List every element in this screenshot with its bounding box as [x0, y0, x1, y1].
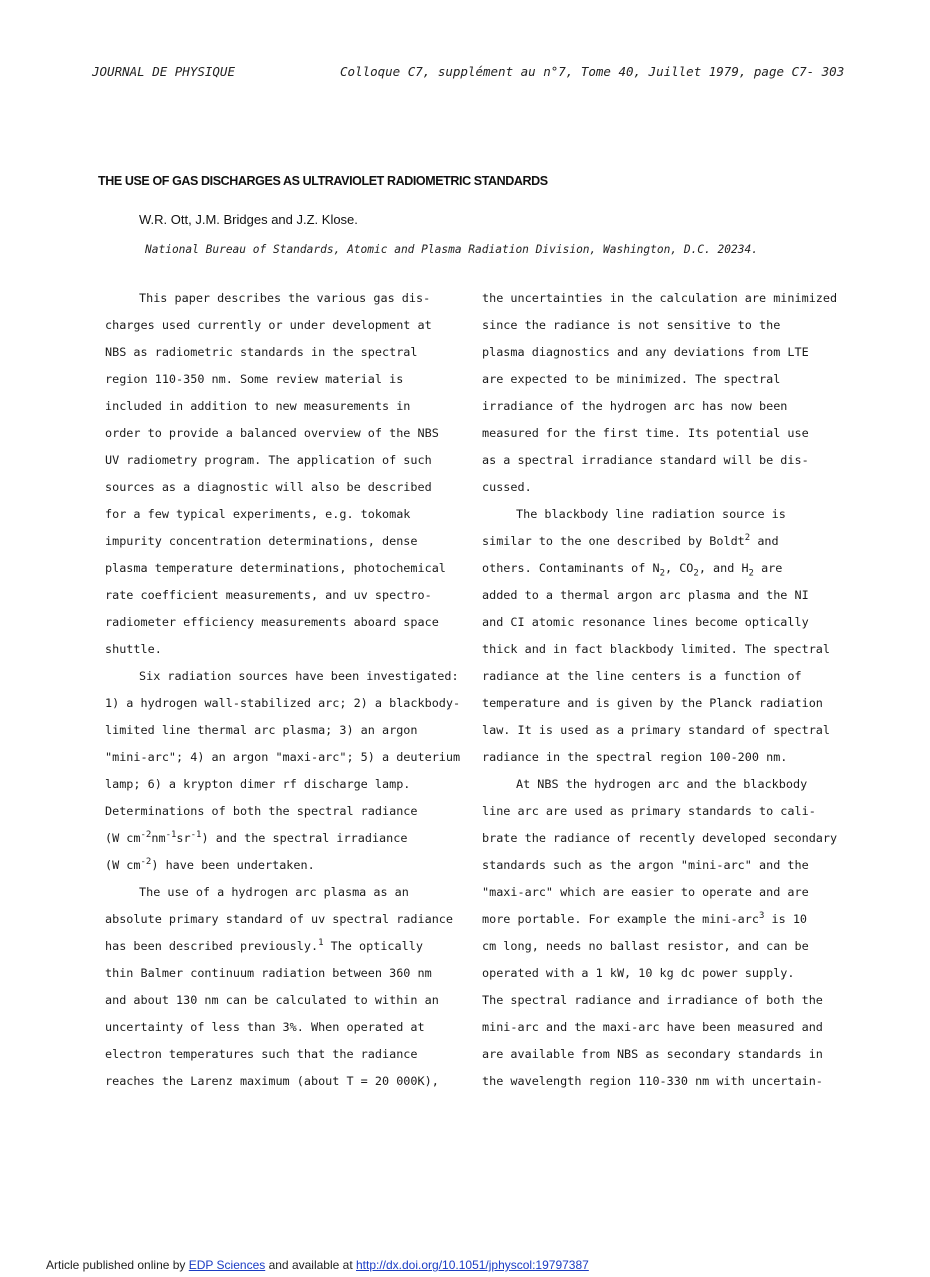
paragraph-hydrogen-arc-cont — [105, 960, 475, 1095]
text-line: impurity concentration determinations, dense — [105, 534, 418, 548]
text-line: The spectral radiance and irradiance of both the — [482, 993, 823, 1007]
paragraph-secondary-standards — [482, 771, 842, 906]
text-line: thin Balmer continuum radiation between 360 nm — [105, 966, 432, 980]
text-line: as a spectral irradiance standard will be dis- — [482, 453, 809, 467]
text-line: thick and in fact blackbody limited. The spectral — [482, 642, 831, 656]
publication-footer — [46, 1258, 589, 1272]
unit-line-irradiance: (W $cm^{-2}$) have been undertaken. — [105, 857, 315, 872]
paragraph-blackbody — [482, 582, 842, 771]
publisher-link[interactable]: EDP Sciences — [188, 1258, 266, 1272]
citation-line: Colloque C7, supplément au n°7, Tome 40, Juillet 1979, page C7- 303 — [340, 64, 845, 79]
text-line: brate the radiance of recently developed secondary — [482, 831, 838, 845]
text-line: lamp; 6) a krypton dimer rf discharge lamp. — [105, 777, 411, 791]
text-line: radiometer efficiency measurements aboard space — [105, 615, 439, 629]
text-line: radiance in the spectral region 100-200 nm. — [482, 750, 788, 764]
text-line: rate coefficient measurements, and uv spectro- — [105, 588, 432, 602]
reference-line-1: has been described previously.$^1$ The optically — [105, 938, 423, 953]
text-line: added to a thermal argon arc plasma and the NI — [482, 588, 809, 602]
text-line: are available from NBS as secondary standards in — [482, 1047, 823, 1061]
text-line: plasma diagnostics and any deviations from LTE — [482, 345, 809, 359]
text-line: This paper describes the various gas dis- — [139, 291, 431, 305]
text-line: the wavelength region 110-330 nm with uncertain- — [482, 1074, 823, 1088]
text-line: cussed. — [482, 480, 532, 494]
text-line: the uncertainties in the calculation are minimized — [482, 291, 838, 305]
footer-middle: and available at — [265, 1258, 356, 1272]
text-line: plasma temperature determinations, photochemical — [105, 561, 446, 575]
text-line: and CI atomic resonance lines become optically — [482, 615, 809, 629]
text-line: Six radiation sources have been investigated: — [139, 669, 459, 683]
text-line: are expected to be minimized. The spectral — [482, 372, 781, 386]
doi-link[interactable]: http://dx.doi.org/10.1051/jphyscol:19797387 — [355, 1258, 589, 1272]
text-line: shuttle. — [105, 642, 162, 656]
text-line: sources as a diagnostic will also be described — [105, 480, 432, 494]
text-line: law. It is used as a primary standard of spectral — [482, 723, 831, 737]
text-line: since the radiance is not sensitive to the — [482, 318, 781, 332]
text-line: UV radiometry program. The application of such — [105, 453, 432, 467]
text-line: for a few typical experiments, e.g. tokomak — [105, 507, 411, 521]
left-column — [105, 285, 475, 1095]
paragraph-uncertainties — [482, 285, 842, 501]
author-list: W.R. Ott, J.M. Bridges and J.Z. Klose. — [139, 212, 358, 227]
right-column — [482, 285, 842, 1095]
text-line: Determinations of both the spectral radiance — [105, 804, 418, 818]
text-line: charges used currently or under development at — [105, 318, 432, 332]
footer-prefix: Article published online by — [46, 1258, 189, 1272]
text-line: reaches the Larenz maximum (about T = 20 000K), — [105, 1074, 439, 1088]
text-line: absolute primary standard of uv spectral radiance — [105, 912, 454, 926]
unit-line-radiance: (W $cm^{-2}nm^{-1}sr^{-1}$) and the spectral irradiance — [105, 830, 408, 845]
text-line: uncertainty of less than 3%. When operated at — [105, 1020, 425, 1034]
text-line: and about 130 nm can be calculated to within an — [105, 993, 439, 1007]
text-line: mini-arc and the maxi-arc have been measured and — [482, 1020, 823, 1034]
text-line: irradiance of the hydrogen arc has now been — [482, 399, 788, 413]
text-line: standards such as the argon "mini-arc" and the — [482, 858, 809, 872]
paragraph-secondary-standards-cont — [482, 933, 842, 1095]
text-line: radiance at the line centers is a function of — [482, 669, 802, 683]
paper-title: THE USE OF GAS DISCHARGES AS ULTRAVIOLET RADIOMETRIC STANDARDS — [98, 174, 548, 188]
text-line: limited line thermal arc plasma; 3) an argon — [105, 723, 418, 737]
text-line: The use of a hydrogen arc plasma as an — [139, 885, 409, 899]
text-line: "maxi-arc" which are easier to operate and are — [482, 885, 809, 899]
text-line: electron temperatures such that the radiance — [105, 1047, 418, 1061]
text-line: included in addition to new measurements in — [105, 399, 411, 413]
reference-line-3: more portable. For example the mini-arc$^3$ is 10 — [482, 911, 808, 926]
paragraph-hydrogen-arc — [105, 879, 475, 933]
text-line: order to provide a balanced overview of the NBS — [105, 426, 439, 440]
paragraph-sources — [105, 663, 475, 825]
text-line: 1) a hydrogen wall-stabilized arc; 2) a blackbody- — [105, 696, 461, 710]
affiliation: National Bureau of Standards, Atomic and Plasma Radiation Division, Washington, D.C. 20234. — [145, 243, 758, 256]
text-line: "mini-arc"; 4) an argon "maxi-arc"; 5) a deuterium — [105, 750, 461, 764]
text-line: cm long, needs no ballast resistor, and can be — [482, 939, 809, 953]
contaminants-line: others. Contaminants of $N_2$, $CO_2$, and $H_2$ are — [482, 561, 783, 579]
paragraph-blackbody-first: The blackbody line radiation source is — [516, 507, 786, 521]
text-line: line arc are used as primary standards to cali- — [482, 804, 816, 818]
text-line: temperature and is given by the Planck radiation — [482, 696, 823, 710]
text-line: At NBS the hydrogen arc and the blackbody — [516, 777, 808, 791]
journal-name: JOURNAL DE PHYSIQUE — [92, 64, 235, 79]
paragraph-abstract — [105, 285, 475, 663]
text-line: measured for the first time. Its potential use — [482, 426, 809, 440]
text-line: NBS as radiometric standards in the spectral — [105, 345, 418, 359]
reference-line-2: similar to the one described by Boldt$^2$ and — [482, 533, 779, 548]
text-line: operated with a 1 kW, 10 kg dc power supply. — [482, 966, 795, 980]
text-line: region 110-350 nm. Some review material is — [105, 372, 404, 386]
